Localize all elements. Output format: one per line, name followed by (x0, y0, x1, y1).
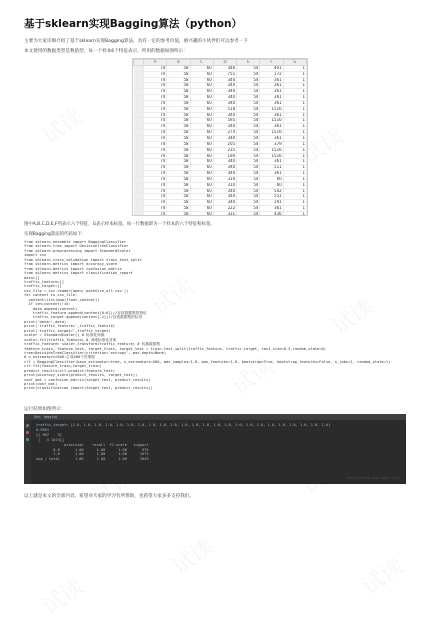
table-cell: 436 (260, 211, 283, 216)
table-cell: 58 (167, 159, 190, 165)
table-cell: 1 (283, 135, 306, 141)
table-cell: 54 (237, 135, 260, 141)
terminal-output (36, 423, 402, 462)
table-cell: 74 (144, 182, 167, 188)
table-cell: 60 (190, 71, 213, 77)
table-cell: 58 (167, 65, 190, 71)
table-cell: 58 (167, 147, 190, 153)
terminal-gutter (24, 420, 31, 484)
table-cell: 1 (283, 194, 306, 200)
table-cell: 1 (283, 112, 306, 118)
table-cell: 58 (167, 171, 190, 177)
table-cell: 58 (167, 194, 190, 200)
table-cell: 361 (260, 95, 283, 101)
table-cell: 58 (167, 188, 190, 194)
code-block (24, 240, 414, 391)
table-cell: 58 (167, 83, 190, 89)
table-cell: 340 (213, 100, 236, 106)
terminal-watermark: http://blog.csdn.net/lilly (346, 476, 400, 480)
terminal-line: avg / total 1.00 1.00 1.00 2049 (36, 457, 149, 462)
table-cell: 60 (190, 135, 213, 141)
table-cell: 361 (260, 171, 283, 177)
table-cell: 60 (190, 200, 213, 206)
table-cell: 340 (213, 124, 236, 130)
table-cell: 172 (260, 71, 283, 77)
table-cell: 205 (213, 141, 236, 147)
data-table (133, 59, 307, 216)
table-cell: 60 (190, 118, 213, 124)
table-cell: 58 (167, 71, 190, 77)
table-cell: 1 (283, 124, 306, 130)
table-cell: 60 (190, 89, 213, 95)
table-cell: 235 (213, 147, 236, 153)
table-cell: 54 (237, 100, 260, 106)
table-cell: 60 (190, 182, 213, 188)
table-cell: 58 (167, 135, 190, 141)
code-line: print(conf_mat) (24, 382, 58, 386)
table-cell: 340 (213, 135, 236, 141)
table-cell: 1 (283, 65, 306, 71)
table-cell: 54 (237, 188, 260, 194)
table-cell: 54 (237, 194, 260, 200)
table-cell: 518 (213, 106, 236, 112)
column-header: D (213, 60, 236, 66)
code-line: from sklearn.metrics import confusion_matrix (24, 266, 122, 271)
table-cell: 1 (283, 211, 306, 216)
table-cell: 74 (144, 77, 167, 83)
intro-paragraph: 主要为大家详细介绍了基于sklearn实现Bagging算法，具有一定的参考价值，感兴趣的小伙伴们可以参考一下 (24, 39, 248, 44)
table-cell: 60 (190, 65, 213, 71)
column-header: B (167, 60, 190, 66)
table-cell: 310 (213, 176, 236, 182)
data-description: 本文使用的数据类型是数值型，每一个样本6个特征表示，所用的数据如图所示： (24, 49, 188, 54)
table-cell: 1 (283, 171, 306, 177)
table-cell: 340 (213, 200, 236, 206)
table-cell: 74 (144, 211, 167, 216)
table-cell: 74 (144, 153, 167, 159)
table-cell: 58 (167, 112, 190, 118)
code-line: print('traffic_feature=',traffic_feature) (24, 324, 116, 329)
table-cell: 54 (237, 77, 260, 83)
table-cell: 54 (237, 83, 260, 89)
table-cell: 1 (283, 83, 306, 89)
table-cell: 58 (167, 141, 190, 147)
table-cell: 74 (144, 135, 167, 141)
code-line: # n_estimators=500:生成500个决策树 (24, 355, 95, 360)
code-line: if len(content)!=0: (24, 302, 71, 307)
code-line: print('data=',data) (24, 319, 67, 324)
table-cell: 751 (213, 71, 236, 77)
code-line: import csv (24, 253, 47, 258)
run-icon (26, 424, 29, 427)
code-line: from sklearn.tree import DecisionTreeClassifier (24, 244, 129, 249)
table-cell: 191 (260, 200, 283, 206)
table-cell: 1 (283, 147, 306, 153)
column-header: E (237, 60, 260, 66)
table-cell: 361 (260, 83, 283, 89)
table-cell: 1516 (260, 153, 283, 159)
result-intro: 运行结果如图所示： (24, 407, 66, 412)
table-cell: 340 (213, 171, 236, 177)
table-cell: 361 (260, 124, 283, 130)
table-cell: 74 (144, 89, 167, 95)
table-cell: 1 (283, 153, 306, 159)
table-cell: 60 (260, 176, 283, 182)
code-line: from sklearn.metrics import classification_report (24, 271, 133, 276)
table-cell: 1 (283, 100, 306, 106)
code-line: data=[] (24, 275, 40, 280)
table-cell: 60 (190, 176, 213, 182)
table-cell: 60 (190, 147, 213, 153)
code-line: from sklearn.metrics import accuracy_score (24, 262, 118, 267)
table-cell: 340 (213, 194, 236, 200)
table-cell: 60 (190, 211, 213, 216)
table-cell: 60 (190, 112, 213, 118)
table-cell: 401 (260, 65, 283, 71)
table-cell: 54 (237, 112, 260, 118)
table-cell: 54 (237, 95, 260, 101)
table-cell: 58 (167, 182, 190, 188)
table-cell: 58 (167, 89, 190, 95)
table-cell: 54 (237, 130, 260, 136)
code-line: print('traffic_target=',traffic_target) (24, 328, 111, 333)
code-line: traffic_target.append(content[-1])//存放数据集的标签 (24, 315, 143, 320)
table-cell: 1 (283, 118, 306, 124)
code-line: traffic_feature.append(content[0:6])//存放数据集的特征 (24, 311, 147, 315)
watermark-text (355, 550, 409, 601)
table-cell: 502 (260, 188, 283, 194)
code-line: traffic_feature=[] (24, 279, 64, 284)
table-cell: 1 (283, 77, 306, 83)
table-cell: 222 (213, 206, 236, 212)
table-cell: 60 (190, 188, 213, 194)
table-cell: 54 (237, 141, 260, 147)
table-cell: 60 (190, 206, 213, 212)
stop-icon (26, 431, 29, 434)
table-cell: 74 (144, 95, 167, 101)
table-cell: 74 (144, 206, 167, 212)
table-cell: 340 (213, 89, 236, 95)
code-line: feature_train, feature_test, target_train, target_test = train_test_split(traffic_feature, traffic_target, test_size=0.3,random_state=0) (24, 346, 326, 351)
table-cell: 361 (260, 206, 283, 212)
table-cell: 74 (144, 159, 167, 165)
table-cell: 74 (144, 171, 167, 177)
table-cell: 361 (260, 112, 283, 118)
table-cell: 511 (260, 165, 283, 171)
table-cell: 60 (190, 83, 213, 89)
table-cell: 58 (167, 106, 190, 112)
watermark-text (35, 570, 89, 621)
code-line: csv_file = csv.reader(open('packSize_all.csv')) (24, 288, 129, 293)
table-cell: 340 (213, 95, 236, 101)
table-cell: 1 (283, 176, 306, 182)
table-cell: 74 (144, 141, 167, 147)
code-line: clf = BaggingClassifier(base_estimator=tree, n_estimators=500, max_samples=1.0, max_features=1.0, bootstrap=True, bootstrap_features=False, n_jobs=1, random_state=1) (24, 359, 391, 364)
table-cell: 58 (167, 200, 190, 206)
table-cell: 1516 (260, 130, 283, 136)
column-header: F (260, 60, 283, 66)
table-cell: 54 (237, 106, 260, 112)
table-cell: 60 (190, 159, 213, 165)
table-cell: 340 (213, 112, 236, 118)
table-cell: 58 (167, 153, 190, 159)
table-cell: 74 (144, 124, 167, 130)
spreadsheet-image (132, 58, 308, 216)
table-cell: 74 (144, 147, 167, 153)
table-cell: 54 (237, 89, 260, 95)
table-cell: 60 (190, 171, 213, 177)
column-header: G (283, 60, 306, 66)
code-line: from sklearn.preprocessing import StandardScaler (24, 248, 131, 253)
column-header: C (190, 60, 213, 66)
table-cell: 1516 (260, 147, 283, 153)
column-header: A (144, 60, 167, 66)
table-cell: 74 (144, 100, 167, 106)
table-cell: 58 (167, 77, 190, 83)
table-cell: 54 (237, 165, 260, 171)
table-cell: 1 (283, 95, 306, 101)
table-cell: 1 (283, 200, 306, 206)
code-line: from sklearn.cross_validation import train_test_split (24, 257, 142, 262)
table-cell: 54 (237, 171, 260, 177)
table-cell: 595 (213, 118, 236, 124)
terminal-screenshot (24, 414, 406, 484)
table-cell: 361 (260, 77, 283, 83)
table-cell: 361 (260, 100, 283, 106)
table-cell: 1 (283, 165, 306, 171)
table-cell: 58 (167, 100, 190, 106)
table-cell: 331 (213, 211, 236, 216)
page-title: 基于sklearn实现Bagging算法（python） (24, 18, 242, 30)
table-cell: 60 (190, 100, 213, 106)
table-cell: 60 (260, 182, 283, 188)
table-cell: 1 (283, 159, 306, 165)
table-cell: 1 (283, 188, 306, 194)
table-cell: 58 (167, 206, 190, 212)
table-cell: 1 (283, 106, 306, 112)
table-cell: 60 (190, 130, 213, 136)
table-cell: 361 (260, 135, 283, 141)
table-cell: 54 (237, 71, 260, 77)
table-cell: 60 (190, 124, 213, 130)
table-cell: 58 (167, 118, 190, 124)
code-line: predict_results=clf.predict(feature_test) (24, 368, 116, 373)
terminal-tab: Run: bagging (24, 414, 406, 420)
table-cell: 346 (213, 65, 236, 71)
table-cell: 1 (283, 130, 306, 136)
table-cell: 58 (167, 211, 190, 216)
table-cell: 58 (167, 130, 190, 136)
table-cell: 340 (213, 77, 236, 83)
table-cell: 58 (167, 165, 190, 171)
table-cell: 361 (260, 159, 283, 165)
watermark-text (165, 530, 219, 581)
table-cell: 74 (144, 118, 167, 124)
table-cell: 74 (144, 200, 167, 206)
code-line: print(classification_report(target_test, predict_results)) (24, 386, 153, 391)
table-cell: 54 (237, 206, 260, 212)
table-cell: 1 (283, 71, 306, 77)
table-cell: 551 (260, 194, 283, 200)
code-line: from sklearn.ensemble import BaggingClassifier (24, 240, 127, 244)
table-cell: 340 (213, 83, 236, 89)
table-cell: 340 (213, 188, 236, 194)
table-cell: 54 (237, 159, 260, 165)
table-cell: 74 (144, 112, 167, 118)
table-cell: 54 (237, 65, 260, 71)
terminal-line: 0.0 1.00 1.00 1.00 970 (36, 447, 149, 452)
code-line: for content in csv_file: (24, 293, 78, 298)
table-cell: 310 (213, 182, 236, 188)
terminal-line: precision recall f1-score support (36, 442, 149, 447)
table-cell: 190 (213, 153, 236, 159)
table-cell: 361 (260, 89, 283, 95)
table-cell: 60 (190, 141, 213, 147)
table-body (134, 65, 307, 216)
table-cell: 340 (213, 159, 236, 165)
table-cell: 60 (190, 153, 213, 159)
table-cell: 74 (144, 165, 167, 171)
table-cell: 54 (237, 200, 260, 206)
table-cell: 1 (283, 141, 306, 147)
code-line: conf_mat = confusion_matrix(target_test, predict_results) (24, 377, 151, 382)
table-cell: 54 (237, 124, 260, 130)
table-cell: 74 (144, 176, 167, 182)
code-line: scaler = StandardScaler() # 标准化转换 (24, 333, 105, 338)
table-cell: 1 (283, 206, 306, 212)
table-cell: 58 (167, 95, 190, 101)
terminal-line: [[ 967 3] (36, 432, 62, 437)
closing-paragraph: 以上就是本文的全部内容，希望对大家的学习有所帮助，也希望大家多多支持我们。 (24, 494, 194, 499)
table-cell: 1 (283, 182, 306, 188)
table-cell: 379 (260, 141, 283, 147)
code-intro: 实现Bagging算法的代码如下： (24, 232, 86, 237)
table-cell: 1 (283, 89, 306, 95)
table-cell: 74 (144, 194, 167, 200)
table-cell: 60 (190, 165, 213, 171)
table-cell: 60 (190, 194, 213, 200)
table-cell: 58 (167, 176, 190, 182)
table-cell: 60 (190, 77, 213, 83)
table-row (134, 211, 307, 216)
code-line: print(accuracy_score(predict_results, target_test)) (24, 373, 138, 378)
code-line: scaler.fit(traffic_feature) # 训练标准化对象 (24, 337, 117, 342)
terminal-line: traffic_target= [1.0, 1.0, 1.0, 1.0, 1.0, 1.0, 1.0, 1.0, 1.0, 1.0, 1.0, 1.0, 1.0, 1.0, 1.0, 1.0, 1.0, 1.0, 1.0, 1.0, 1.0, 1.0, 1.0, 1.0] (36, 423, 331, 427)
table-cell: 54 (237, 182, 260, 188)
code-line: content=list(map(float,content)) (24, 297, 100, 302)
table-cell: 60 (190, 95, 213, 101)
rerun-icon (26, 438, 29, 441)
code-line: traffic_target=[] (24, 284, 62, 289)
figure-caption: 图中A,B,C,D,E,F列表示六个特征，G表示样本标签。每一行数据即为一个样本的六个特征和标签。 (24, 222, 215, 227)
table-cell: 74 (144, 130, 167, 136)
code-line: clf.fit(feature_train,target_train) (24, 364, 102, 369)
table-cell: 54 (237, 153, 260, 159)
table-cell: 54 (237, 211, 260, 216)
code-line: data.append(content) (24, 306, 78, 311)
table-cell: 74 (144, 65, 167, 71)
terminal-line: 1.0 1.00 1.00 1.00 1079 (36, 452, 149, 457)
table-cell: 74 (144, 71, 167, 77)
terminal-line: [ 5 1074]] (36, 437, 65, 442)
row-number (134, 211, 144, 216)
table-cell: 74 (144, 83, 167, 89)
watermark-text (35, 100, 89, 151)
table-cell: 74 (144, 106, 167, 112)
terminal-line: 0.9961 (36, 427, 49, 432)
table-cell: 58 (167, 124, 190, 130)
table-cell: 54 (237, 147, 260, 153)
table-cell: 1516 (260, 118, 283, 124)
code-line: tree=DecisionTreeClassifier(criterion='entropy', max_depth=None) (24, 350, 167, 355)
table-cell: 60 (190, 106, 213, 112)
table-cell: 74 (144, 188, 167, 194)
table-cell: 1516 (260, 106, 283, 112)
code-line: traffic_feature= scaler.transform(traffic_feature) # 转换数据集 (24, 342, 161, 347)
table-cell: 54 (237, 118, 260, 124)
table-cell: 274 (213, 130, 236, 136)
table-cell: 54 (237, 176, 260, 182)
table-cell: 340 (213, 165, 236, 171)
